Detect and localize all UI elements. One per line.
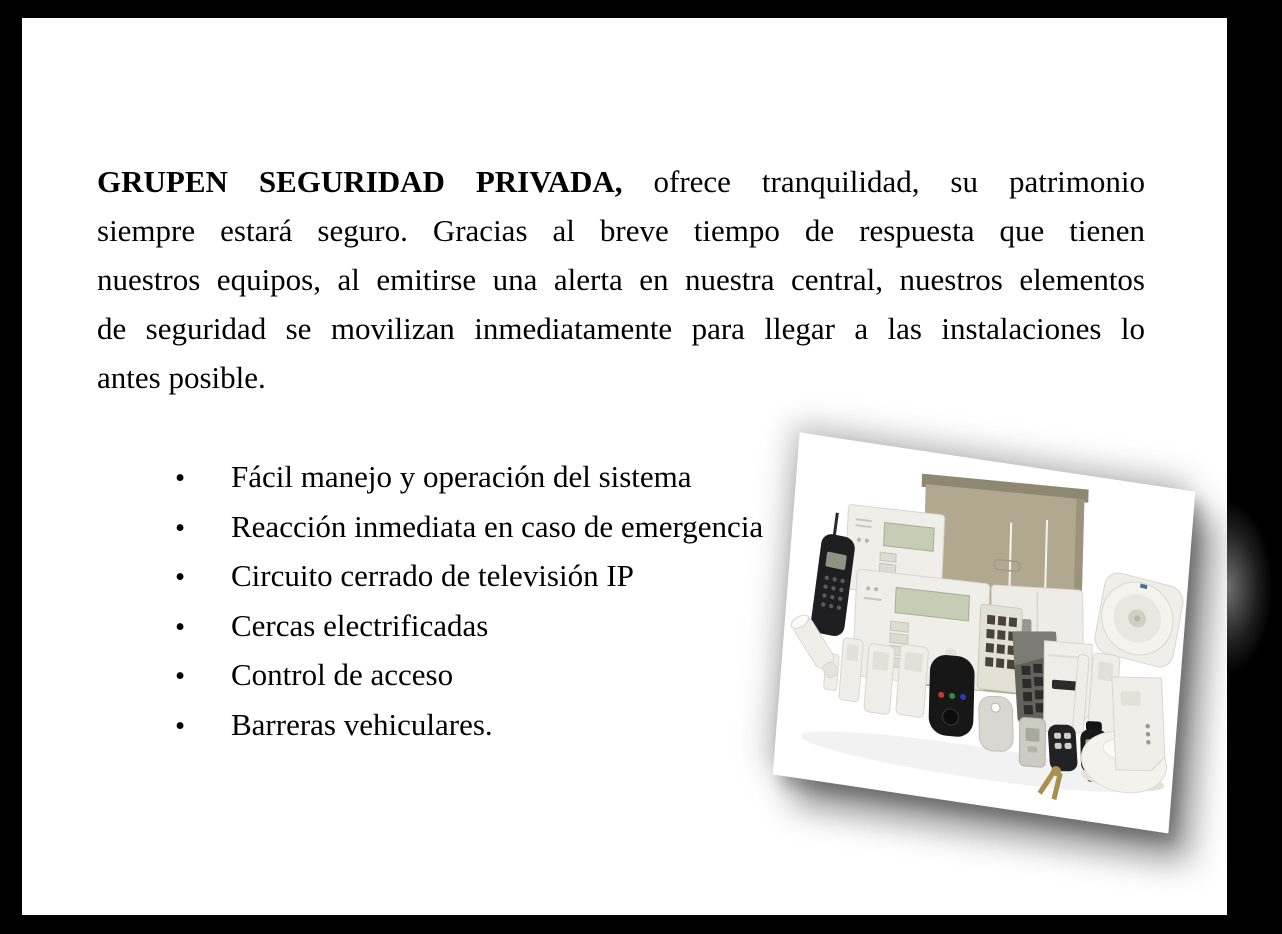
list-item-text: Control de acceso bbox=[231, 657, 454, 692]
list-item bbox=[169, 551, 889, 601]
photo-shadow-on-border bbox=[1227, 490, 1282, 705]
paragraph-bold-text: GRUPEN SEGURIDAD PRIVADA, bbox=[97, 164, 623, 199]
paragraph-line bbox=[97, 304, 1145, 353]
bullet-marker: • bbox=[175, 511, 186, 544]
list-item-text: Circuito cerrado de televisión IP bbox=[231, 558, 634, 593]
list-item bbox=[169, 452, 889, 502]
paragraph-text: de seguridad se movilizan inmediatamente para llegar a las instalaciones lo bbox=[97, 311, 1145, 346]
paragraph-line bbox=[97, 255, 1145, 304]
paragraph-text: siempre estará seguro. Gracias al breve tiempo de respuesta que tienen bbox=[97, 213, 1145, 248]
bullet-marker: • bbox=[175, 660, 186, 692]
paragraph-text: antes posible. bbox=[97, 360, 266, 395]
bullet-marker: • bbox=[175, 709, 186, 742]
document-page bbox=[22, 18, 1227, 915]
paragraph-line bbox=[97, 206, 1145, 255]
mini-remote bbox=[1019, 717, 1045, 767]
paragraph-line bbox=[97, 157, 1145, 206]
paragraph-line bbox=[97, 353, 1145, 402]
panic-transmitter bbox=[928, 654, 975, 739]
security-equipment-illustration bbox=[773, 433, 1196, 834]
security-equipment-photo bbox=[773, 433, 1196, 834]
list-item bbox=[169, 601, 889, 651]
bullet-marker: • bbox=[175, 610, 186, 643]
bullet-marker: • bbox=[175, 561, 186, 593]
gray-key-fob bbox=[978, 696, 1013, 752]
list-item-text: Fácil manejo y operación del sistema bbox=[231, 459, 692, 494]
list-item bbox=[169, 502, 889, 552]
paragraph-text: nuestros equipos, al emitirse una alerta en nuestra central, nuestros elementos bbox=[97, 262, 1145, 297]
list-item-text: Reacción inmediata en caso de emergencia bbox=[231, 508, 764, 544]
paragraph-text: ofrece tranquilidad, su patrimonio bbox=[622, 164, 1145, 199]
bullet-marker: • bbox=[175, 462, 186, 494]
list-item-text: Barreras vehiculares. bbox=[231, 706, 493, 742]
intro-paragraph bbox=[97, 157, 1145, 402]
wall-transmitter bbox=[1112, 677, 1165, 771]
list-item-text: Cercas electrificadas bbox=[231, 607, 489, 643]
